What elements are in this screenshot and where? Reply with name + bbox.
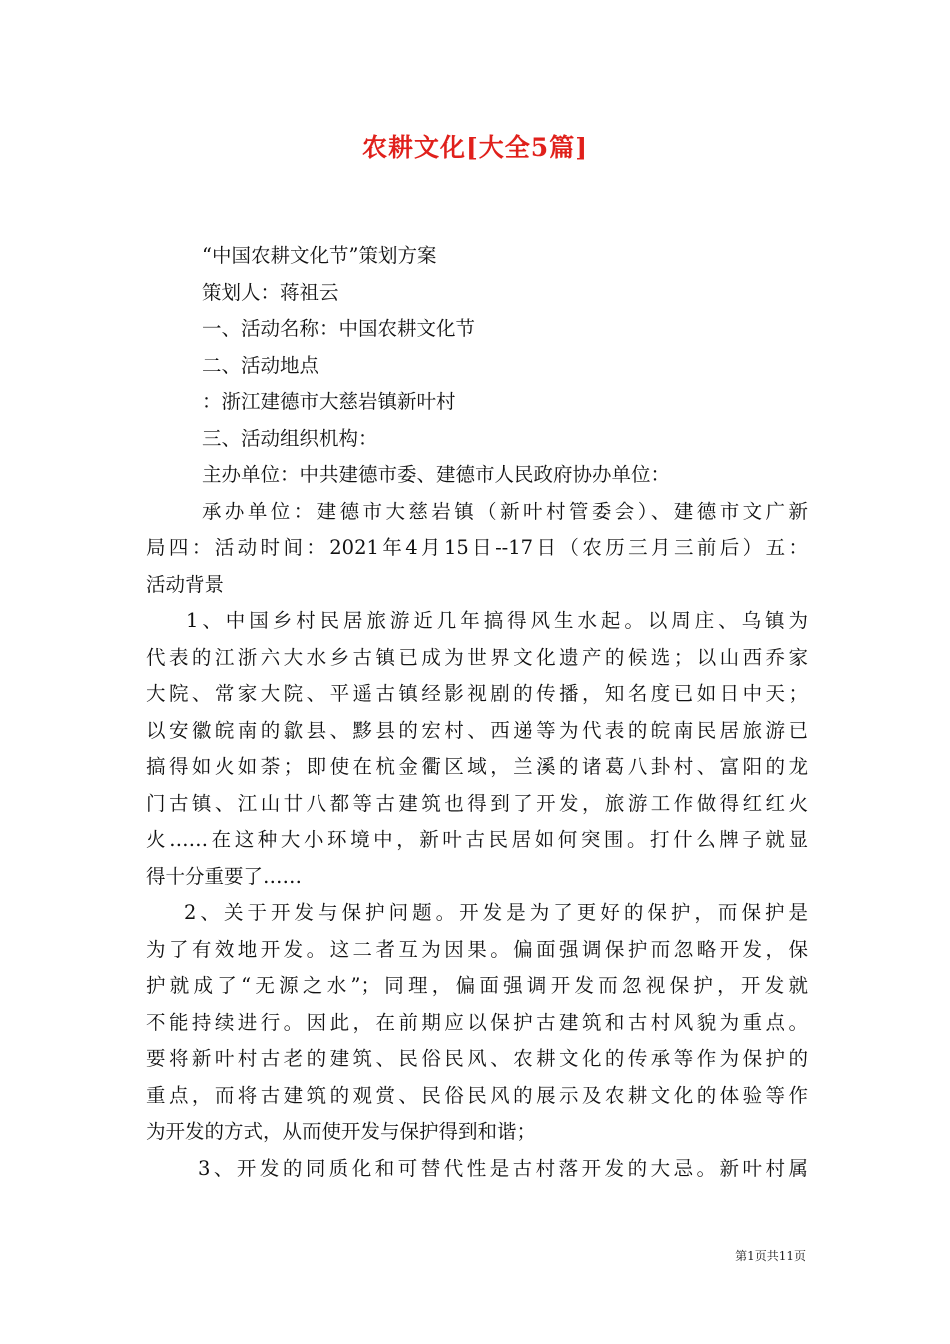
text-line: 代表的江浙六大水乡古镇已成为世界文化遗产的候选；以山西乔家 — [146, 645, 808, 669]
text-line: 3、开发的同质化和可替代性是古村落开发的大忌。新叶村属 — [198, 1156, 808, 1180]
text-line: 搞得如火如荼；即使在杭金衢区域，兰溪的诸葛八卦村、富阳的龙 — [146, 755, 808, 778]
text-line: 活动背景 — [146, 572, 225, 596]
text-line: 门古镇、江山廿八都等古建筑也得到了开发，旅游工作做得红红火 — [146, 791, 808, 815]
text-line: 得十分重要了…… — [146, 864, 303, 888]
text-line: 不能持续进行。因此，在前期应以保护古建筑和古村风貌为重点。 — [146, 1010, 808, 1034]
text-line: 三、活动组织机构： — [202, 426, 378, 450]
text-line: “中国农耕文化节”策划方案 — [202, 244, 437, 267]
text-line: 策划人：蒋祖云 — [202, 280, 339, 304]
text-line: 火……在这种大小环境中，新叶古民居如何突围。打什么牌子就显 — [146, 828, 808, 851]
text-line: 重点，而将古建筑的观赏、民俗民风的展示及农耕文化的体验等作 — [146, 1083, 808, 1107]
text-line: 1、中国乡村民居旅游近几年搞得风生水起。以周庄、乌镇为 — [186, 609, 808, 632]
text-line: ：浙江建德市大慈岩镇新叶村 — [202, 390, 456, 413]
text-line: 护就成了“无源之水”；同理，偏面强调开发而忽视保护，开发就 — [146, 974, 808, 997]
document-body — [146, 238, 808, 1187]
text-line: 为开发的方式，从而使开发与保护得到和谐； — [146, 1120, 537, 1143]
text-line: 二、活动地点 — [202, 353, 320, 377]
text-line: 以安徽皖南的歙县、黟县的宏村、西递等为代表的皖南民居旅游已 — [146, 718, 808, 742]
text-line: 局四：活动时间：2021年4月15日--17日（农历三月三前后）五： — [146, 536, 808, 559]
text-line: 主办单位：中共建德市委、建德市人民政府协办单位： — [202, 463, 671, 486]
text-line: 要将新叶村古老的建筑、民俗民风、农耕文化的传承等作为保护的 — [146, 1047, 808, 1070]
text-line: 承办单位：建德市大慈岩镇（新叶村管委会）、建德市文广新 — [202, 499, 808, 523]
document-title: 农耕文化[大全5篇] — [361, 133, 589, 162]
text-line: 一、活动名称：中国农耕文化节 — [202, 317, 476, 340]
text-line: 2、关于开发与保护问题。开发是为了更好的保护，而保护是 — [184, 901, 808, 924]
page-number: 第1页共11页 — [735, 1249, 806, 1263]
text-line: 为了有效地开发。这二者互为因果。偏面强调保护而忽略开发，保 — [146, 937, 808, 961]
text-line: 大院、常家大院、平遥古镇经影视剧的传播，知名度已如日中天； — [146, 682, 808, 705]
